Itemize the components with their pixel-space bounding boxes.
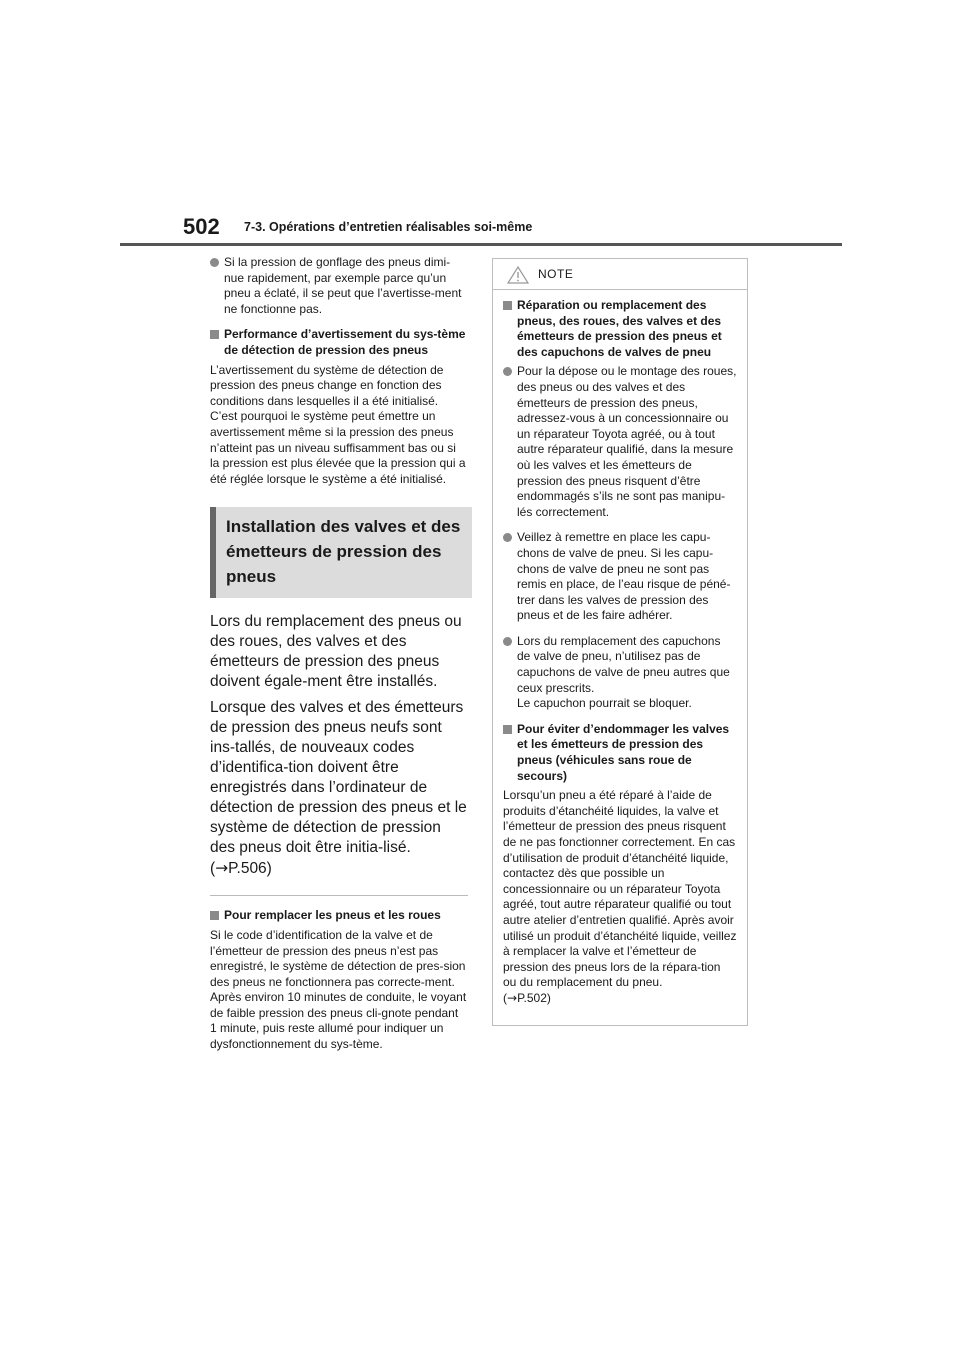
ref-open: ( (503, 990, 507, 1005)
install-paragraph-2-text: Lorsque des valves et des émetteurs de pression des pneus neufs sont ins-tallés, de nouveaux codes d’identifica-tion doivent être enregistrés dans l’ordinateur de détection de pression des pneus et le système de détection de pression des pneus doit être initia-lisé. ( (210, 699, 467, 878)
performance-body: L’avertissement du système de détection de pression des pneus change en fonction des conditions dans lesquelles il a été initialisé. C’est pourquoi le système peut émettre un avertissement même si la pression des pneus n’atteint pas un niveau suffisamment bas ou si la pression est plus élevée que la pression qui a été réglée lorsque le système a été initialisé. (210, 362, 466, 486)
bullet-dot-icon (503, 367, 512, 376)
note-bullet-2 (503, 530, 737, 624)
note-heading-2 (503, 722, 737, 784)
divider (210, 895, 468, 896)
page-reference: P.502) (517, 990, 551, 1005)
note-body-2 (503, 788, 737, 1006)
bullet-dot-icon (503, 637, 512, 646)
bullet-text: Si la pression de gonflage des pneus dimi-nue rapidement, par exemple parce qu’un pneu a éclaté, il se peut que l’avertisse-ment ne fonctionne pas. (224, 255, 462, 316)
note-bullet-3-text: Lors du remplacement des capuchons de valve de pneu, n’utilisez pas de capuchons de valve de pneu autres que ceux prescrits. (517, 633, 730, 695)
warning-triangle-icon (507, 266, 529, 284)
page-number: 502 (183, 214, 220, 239)
header-rule (120, 243, 842, 246)
square-bullet-icon (210, 911, 219, 920)
square-bullet-icon (503, 725, 512, 734)
install-paragraph-1: Lors du remplacement des pneus ou des roues, des valves et des émetteurs de pression des pneus doivent égale-ment être installés. (210, 613, 462, 691)
left-column (210, 255, 468, 1053)
bullet-dot-icon (210, 258, 219, 267)
performance-heading-text: Performance d’avertissement du sys-tème de détection de pression des pneus (224, 327, 466, 357)
arrow-icon: → (507, 990, 518, 1005)
replace-body: Si le code d’identification de la valve et de l’émetteur de pression des pneus n’est pas enregistré, le système de détection de pres-sion des pneus ne fonctionnera pas correcte-ment. Après environ 10 minutes de conduite, le voyant de faible pression des pneus cli-gnote pendant 1 minute, puis reste allumé pour indiquer un dysfonctionnement du sys-tème. (210, 927, 467, 1052)
note-heading-2-text: Pour éviter d’endommager les valves et les émetteurs de pression des pneus (véhicules sans roue de secours) (517, 721, 730, 783)
note-bullet-1-text: Pour la dépose ou le montage des roues, des pneus ou des valves et des émetteurs de pression des pneus, adressez-vous à un concessionnaire ou un réparateur Toyota agréé, ou à tout autre réparateur qualifié, dans la mesure où les valves et les émetteurs de pression des pneus risquent d’être endommagés s’ils ne sont pas manipu-lés correctement. (517, 364, 737, 519)
section-title: 7-3. Opérations d’entretien réalisables soi-même (244, 220, 533, 234)
arrow-icon: → (215, 859, 229, 878)
bullet-item (210, 255, 468, 317)
note-bullet-3 (503, 634, 737, 712)
note-body-2-text: Lorsqu’un pneu a été réparé à l’aide de produits d’étanchéité liquides, la valve et l’émetteur de pression des pneus risquent de ne pas fonctionner correctement. En cas d’utilisation de produit d’étanchéité liquide, contactez dès que possible un concessionnaire ou un réparateur Toyota agréé, tout autre réparateur qualifié ou tout autre atelier d’entretien qualifié. Après avoir utilisé un produit d’étanchéité liquide, veillez à remplacer la valve et l’émetteur de pression des pneus lors de la répara-tion ou du remplacement du pneu. (503, 788, 737, 990)
section-title-box (210, 507, 472, 598)
square-bullet-icon (210, 330, 219, 339)
replace-heading (210, 908, 468, 924)
install-paragraph-2 (210, 698, 468, 879)
note-bullet-2-text: Veillez à remettre en place les capu-chons de valve de pneu. Si les capu-chons de valve de pneu ne sont pas remis en place, de l’eau risque de péné-trer dans les valves de pression des pneus et de les faire adhérer. (517, 530, 731, 623)
note-body (493, 290, 747, 1007)
note-bullet-3-text-2: Le capuchon pourrait se bloquer. (517, 696, 692, 711)
note-label: NOTE (538, 267, 574, 281)
performance-heading (210, 327, 468, 358)
note-heading-1 (503, 298, 737, 360)
note-header (493, 259, 747, 290)
bullet-dot-icon (503, 533, 512, 542)
page-reference: P.506) (228, 860, 272, 878)
note-box (492, 258, 748, 1026)
replace-heading-text: Pour remplacer les pneus et les roues (224, 908, 441, 923)
square-bullet-icon (503, 301, 512, 310)
note-bullet-1 (503, 364, 737, 520)
section-heading: Installation des valves et des émetteurs de pression des pneus (226, 517, 461, 587)
note-heading-1-text: Réparation ou remplacement des pneus, des roues, des valves et des émetteurs de pression des pneus et des capuchons de valves de pneu (517, 298, 722, 359)
